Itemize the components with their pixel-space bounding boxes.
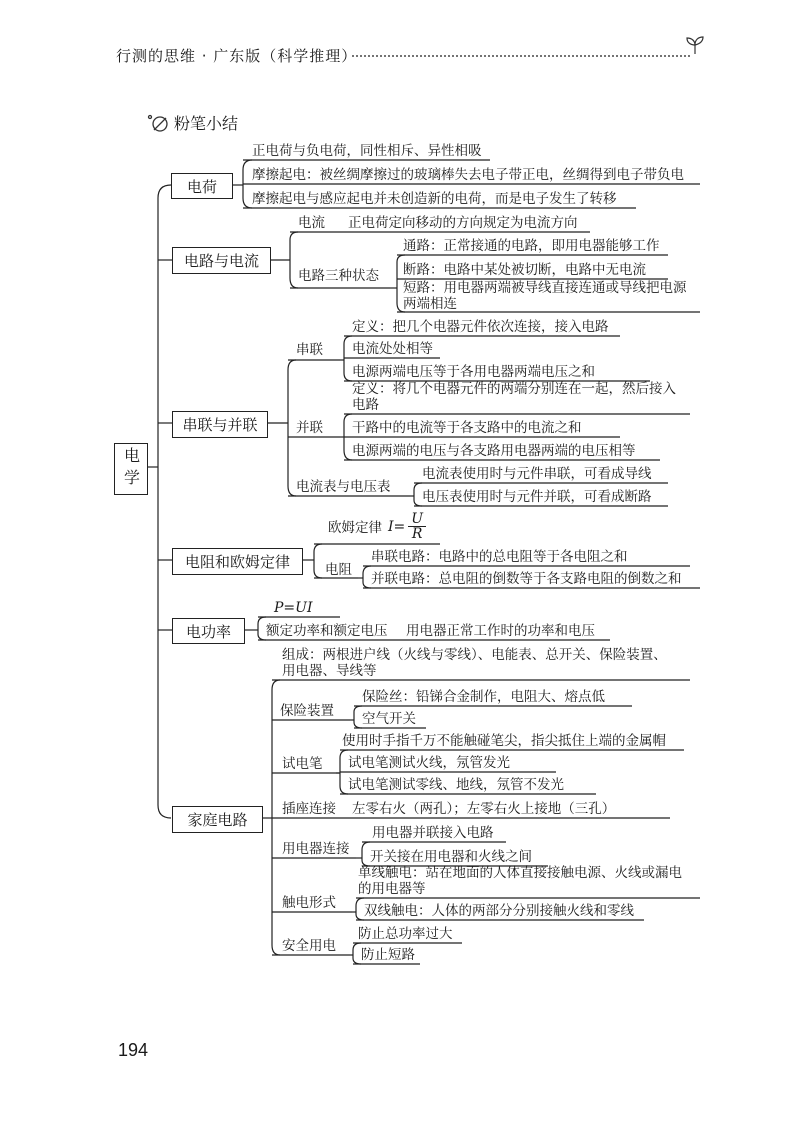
charge-item-2: 摩擦起电：被丝绸摩擦过的玻璃棒失去电子带正电，丝绸得到电子带负电 [252, 167, 684, 183]
safety-item-2: 防止短路 [361, 947, 415, 963]
appliance-item-2: 开关接在用电器和火线之间 [370, 849, 532, 865]
shock-double: 双线触电：人体的两部分分别接触火线和零线 [364, 903, 634, 919]
charge-item-3: 摩擦起电与感应起电并未创造新的电荷，而是电子发生了转移 [252, 191, 617, 207]
protect-fuse: 保险丝：铅锑合金制作，电阻大、熔点低 [362, 689, 605, 705]
resistance-label: 电阻 [325, 562, 352, 578]
parallel-item-2: 干路中的电流等于各支路中的电流之和 [352, 420, 582, 436]
series-label: 串联 [296, 342, 323, 358]
ohm-law-fraction [408, 512, 426, 541]
appliance-label: 用电器连接 [282, 841, 350, 857]
rated-label: 额定功率和额定电压 [266, 623, 388, 639]
circuit-states-label: 电路三种状态 [298, 268, 379, 284]
parallel-item-1-cont: 电路 [352, 397, 379, 413]
parallel-item-1: 定义：将几个电器元件的两端分别连在一起，然后接入 [352, 381, 676, 397]
protect-label: 保险装置 [280, 703, 334, 719]
pen-item-3: 试电笔测试零线、地线，氖管不发光 [348, 777, 564, 793]
meters-item-1: 电流表使用时与元件串联，可看成导线 [422, 466, 652, 482]
shock-single-cont: 的用电器等 [358, 881, 426, 897]
branch-power: 电功率 [172, 618, 245, 644]
state-open: 断路：电路中某处被切断，电路中无电流 [403, 262, 646, 278]
pen-item-2: 试电笔测试火线，氖管发光 [348, 755, 510, 771]
resistance-parallel: 并联电路：总电阻的倒数等于各支路电阻的倒数之和 [371, 571, 682, 587]
pen-item-1: 使用时手指千万不能触碰笔尖，指尖抵住上端的金属帽 [342, 733, 666, 749]
rated-text: 用电器正常工作时的功率和电压 [406, 623, 595, 639]
ohm-law-formula [388, 512, 426, 541]
socket-label: 插座连接 [282, 801, 336, 817]
series-item-1: 定义：把几个电器元件依次连接，接入电路 [352, 319, 609, 335]
power-formula: P=UI [274, 600, 313, 616]
meters-item-2: 电压表使用时与元件并联，可看成断路 [422, 489, 652, 505]
current-text: 正电荷定向移动的方向规定为电流方向 [348, 215, 578, 231]
root-node: 电学 [114, 443, 148, 495]
appliance-item-1: 用电器并联接入电路 [372, 825, 494, 841]
running-header: 行测的思维 · 广东版（科学推理） [116, 47, 358, 65]
branch-home: 家庭电路 [172, 806, 263, 833]
safety-label: 安全用电 [282, 938, 336, 954]
shock-label: 触电形式 [282, 895, 336, 911]
pen-label: 试电笔 [282, 756, 323, 772]
protect-breaker: 空气开关 [362, 711, 416, 727]
socket-text: 左零右火（两孔）；左零右火上接地（三孔） [352, 801, 616, 817]
safety-item-1: 防止总功率过大 [358, 926, 453, 942]
ohm-law-numerator: U [408, 512, 426, 527]
branch-circuit: 电路与电流 [172, 247, 271, 274]
ohm-law-label: 欧姆定律 [328, 520, 382, 536]
parallel-label: 并联 [296, 420, 323, 436]
resistance-series: 串联电路：电路中的总电阻等于各电阻之和 [371, 549, 628, 565]
branch-series-parallel: 串联与并联 [172, 411, 268, 438]
home-composition: 组成：两根进户线（火线与零线）、电能表、总开关、保险装置、 [282, 647, 667, 663]
page-number: 194 [118, 1040, 149, 1060]
section-title: 粉笔小结 [174, 114, 239, 133]
series-item-2: 电流处处相等 [352, 341, 433, 357]
meters-label: 电流表与电压表 [296, 479, 391, 495]
branch-ohm: 电阻和欧姆定律 [172, 548, 303, 575]
ohm-law-lhs: I= [388, 518, 406, 535]
sprout-icon [684, 34, 706, 56]
home-composition-cont: 用电器、导线等 [282, 663, 377, 679]
charge-item-1: 正电荷与负电荷，同性相斥、异性相吸 [252, 143, 482, 159]
state-short: 短路：用电器两端被导线直接连通或导线把电源 [403, 280, 687, 296]
parallel-item-3: 电源两端的电压与各支路用电器两端的电压相等 [352, 443, 636, 459]
chalk-icon [146, 113, 170, 133]
ohm-law-denominator: R [411, 526, 423, 542]
current-label: 电流 [298, 215, 325, 231]
state-short-cont: 两端相连 [403, 296, 457, 312]
state-closed: 通路：正常接通的电路，即用电器能够工作 [403, 238, 660, 254]
series-item-3: 电源两端电压等于各用电器两端电压之和 [352, 364, 595, 380]
branch-charge: 电荷 [171, 173, 233, 199]
shock-single: 单线触电：站在地面的人体直接接触电源、火线或漏电 [358, 865, 682, 881]
